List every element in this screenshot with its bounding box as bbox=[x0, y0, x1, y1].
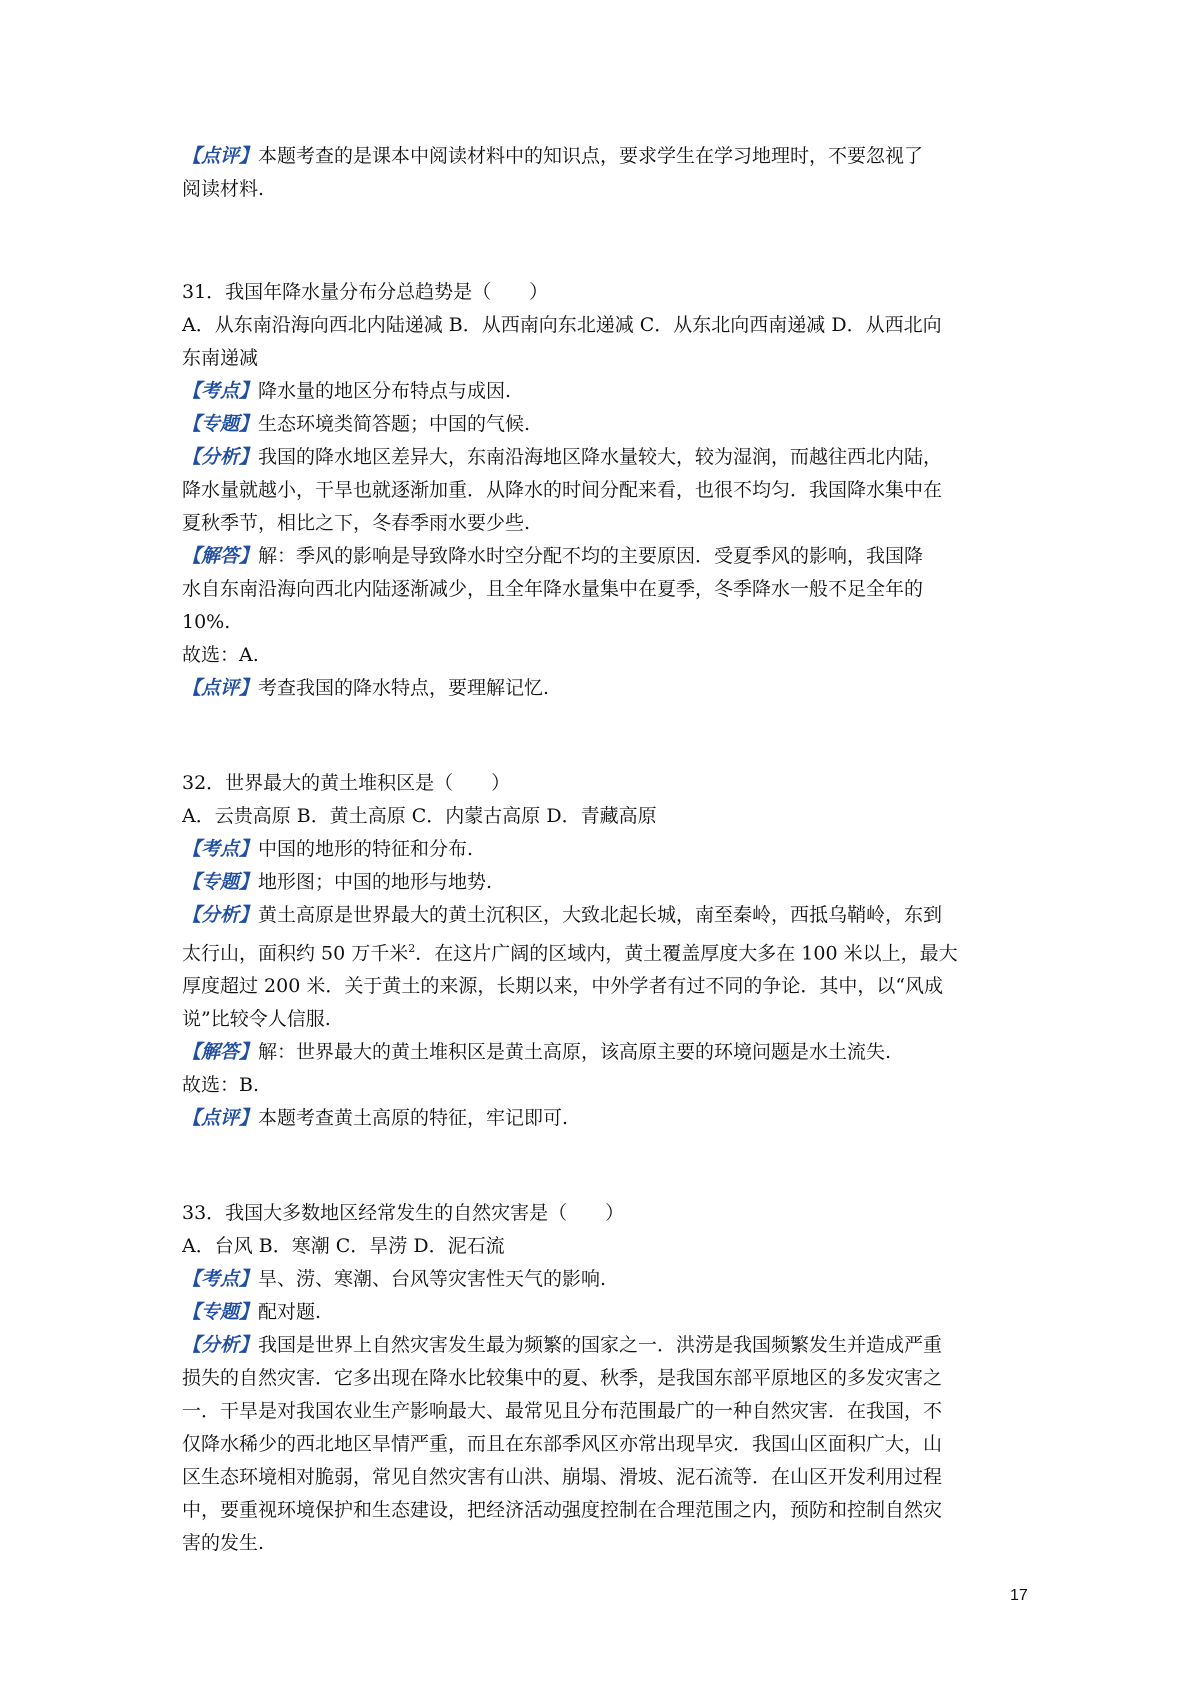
fenxi-superscript: 2 bbox=[408, 942, 416, 955]
kaodian-tag: 【考点】 bbox=[182, 838, 259, 860]
zhuanti-tag: 【专题】 bbox=[182, 871, 259, 893]
kaodian-text: 中国的地形的特征和分布. bbox=[258, 838, 474, 860]
jieda-line-2: 水自东南沿海向西北内陆逐渐减少，且全年降水量集中在夏季，冬季降水一般不足全年的 bbox=[182, 578, 924, 600]
jieda-line bbox=[182, 1036, 1042, 1069]
fenxi-line-5: 区生态环境相对脆弱，常见自然灾害有山洪、崩塌、滑坡、泥石流等．在山区开发利用过程 bbox=[182, 1466, 943, 1489]
jieda-tag: 【解答】 bbox=[182, 1041, 259, 1064]
fenxi-line-2: 降水量就越小，干旱也就逐渐加重．从降水的时间分配来看，也很不均匀．我国降水集中在 bbox=[182, 479, 943, 501]
section-gap bbox=[182, 206, 1042, 264]
dianping-tag: 【点评】 bbox=[182, 677, 259, 699]
section-gap bbox=[182, 1135, 1042, 1197]
question-31 bbox=[182, 276, 1042, 705]
fenxi-text-2a: 太行山，面积约 50 万千米 bbox=[182, 942, 409, 965]
question-32 bbox=[182, 767, 1042, 1135]
kaodian-line bbox=[182, 833, 1042, 866]
dianping-line bbox=[182, 1102, 1042, 1135]
kaodian-line bbox=[182, 375, 1042, 408]
kaodian-tag: 【考点】 bbox=[182, 1268, 259, 1291]
zhuanti-line bbox=[182, 866, 1042, 899]
question-options: A．台风 B．寒潮 C．旱涝 D．泥石流 bbox=[182, 1235, 505, 1258]
fenxi-line-3: 夏秋季节，相比之下，冬春季雨水要少些. bbox=[182, 512, 531, 534]
section-gap bbox=[182, 705, 1042, 767]
page-number: 17 bbox=[1010, 1587, 1028, 1604]
question-options: A．从东南沿海向西北内陆递减 B．从西南向东北递减 C．从东北向西南递减 D．从西北向 bbox=[182, 314, 942, 336]
question-text: 32．世界最大的黄土堆积区是（ ） bbox=[182, 772, 511, 794]
kaodian-tag: 【考点】 bbox=[182, 380, 259, 402]
fenxi-tag: 【分析】 bbox=[182, 1334, 259, 1357]
kaodian-text: 旱、涝、寒潮、台风等灾害性天气的影响. bbox=[258, 1268, 607, 1291]
jieda-text: 解：季风的影响是导致降水时空分配不均的主要原因．受夏季风的影响，我国降 bbox=[258, 545, 924, 567]
fenxi-text: 我国的降水地区差异大，东南沿海地区降水量较大，较为湿润，而越往西北内陆， bbox=[258, 446, 943, 468]
answer-line: 故选：A. bbox=[182, 644, 259, 666]
question-text: 31．我国年降水量分布分总趋势是（ ） bbox=[182, 281, 549, 303]
question-text: 33．我国大多数地区经常发生的自然灾害是（ ） bbox=[182, 1202, 625, 1225]
fenxi-line bbox=[182, 1329, 1042, 1362]
zhuanti-tag: 【专题】 bbox=[182, 413, 259, 435]
question-33 bbox=[182, 1197, 1042, 1560]
dianping-text: 本题考查黄土高原的特征，牢记即可. bbox=[258, 1107, 569, 1130]
fenxi-line-2 bbox=[182, 932, 1042, 970]
fenxi-line-3: 一．干旱是对我国农业生产影响最大、最常见且分布范围最广的一种自然灾害．在我国，不 bbox=[182, 1400, 943, 1423]
fenxi-line-3: 厚度超过 200 米．关于黄土的来源，长期以来，中外学者有过不同的争论．其中，以“风成 bbox=[182, 975, 944, 998]
zhuanti-text: 生态环境类简答题；中国的气候. bbox=[258, 413, 531, 435]
jieda-line-3: 10%. bbox=[182, 611, 231, 633]
fenxi-line bbox=[182, 441, 1042, 474]
fenxi-tag: 【分析】 bbox=[182, 904, 259, 926]
document-page bbox=[182, 140, 1042, 1560]
question-options-cont: 东南递减 bbox=[182, 347, 259, 369]
fenxi-line-4: 说”比较令人信服. bbox=[182, 1008, 331, 1031]
jieda-text: 解：世界最大的黄土堆积区是黄土高原，该高原主要的环境问题是水土流失. bbox=[258, 1041, 892, 1064]
fenxi-text-2b: ．在这片广阔的区域内，黄土覆盖厚度大多在 100 米以上，最大 bbox=[415, 942, 958, 965]
dianping-line bbox=[182, 672, 1042, 705]
dianping-tag: 【点评】 bbox=[182, 1107, 259, 1130]
zhuanti-line bbox=[182, 408, 1042, 441]
fenxi-text: 黄土高原是世界最大的黄土沉积区，大致北起长城，南至秦岭，西抵乌鞘岭，东到 bbox=[258, 904, 943, 926]
zhuanti-text: 地形图；中国的地形与地势. bbox=[258, 871, 493, 893]
zhuanti-tag: 【专题】 bbox=[182, 1301, 259, 1324]
fenxi-line bbox=[182, 899, 1042, 932]
zhuanti-text: 配对题. bbox=[258, 1301, 322, 1324]
fenxi-text: 我国是世界上自然灾害发生最为频繁的国家之一．洪涝是我国频繁发生并造成严重 bbox=[258, 1334, 943, 1357]
fenxi-line-4: 仅降水稀少的西北地区旱情严重，而且在东部季风区亦常出现旱灾．我国山区面积广大，山 bbox=[182, 1433, 943, 1456]
fenxi-line-2: 损失的自然灾害．它多出现在降水比较集中的夏、秋季，是我国东部平原地区的多发灾害之 bbox=[182, 1367, 943, 1390]
review-tag: 【点评】 bbox=[182, 145, 259, 167]
fenxi-line-7: 害的发生. bbox=[182, 1532, 265, 1555]
kaodian-line bbox=[182, 1263, 1042, 1296]
dianping-text: 考查我国的降水特点，要理解记忆. bbox=[258, 677, 550, 699]
fenxi-line-6: 中，要重视环境保护和生态建设，把经济活动强度控制在合理范围之内，预防和控制自然灾 bbox=[182, 1499, 943, 1522]
answer-line: 故选：B. bbox=[182, 1074, 260, 1097]
jieda-tag: 【解答】 bbox=[182, 545, 259, 567]
zhuanti-line bbox=[182, 1296, 1042, 1329]
intro-review-line-2: 阅读材料. bbox=[182, 178, 265, 200]
kaodian-text: 降水量的地区分布特点与成因. bbox=[258, 380, 512, 402]
intro-review-line bbox=[182, 140, 1042, 173]
question-options: A．云贵高原 B．黄土高原 C．内蒙古高原 D．青藏高原 bbox=[182, 805, 657, 827]
jieda-line bbox=[182, 540, 1042, 573]
review-text: 本题考查的是课本中阅读材料中的知识点，要求学生在学习地理时，不要忽视了 bbox=[258, 145, 924, 167]
fenxi-tag: 【分析】 bbox=[182, 446, 259, 468]
